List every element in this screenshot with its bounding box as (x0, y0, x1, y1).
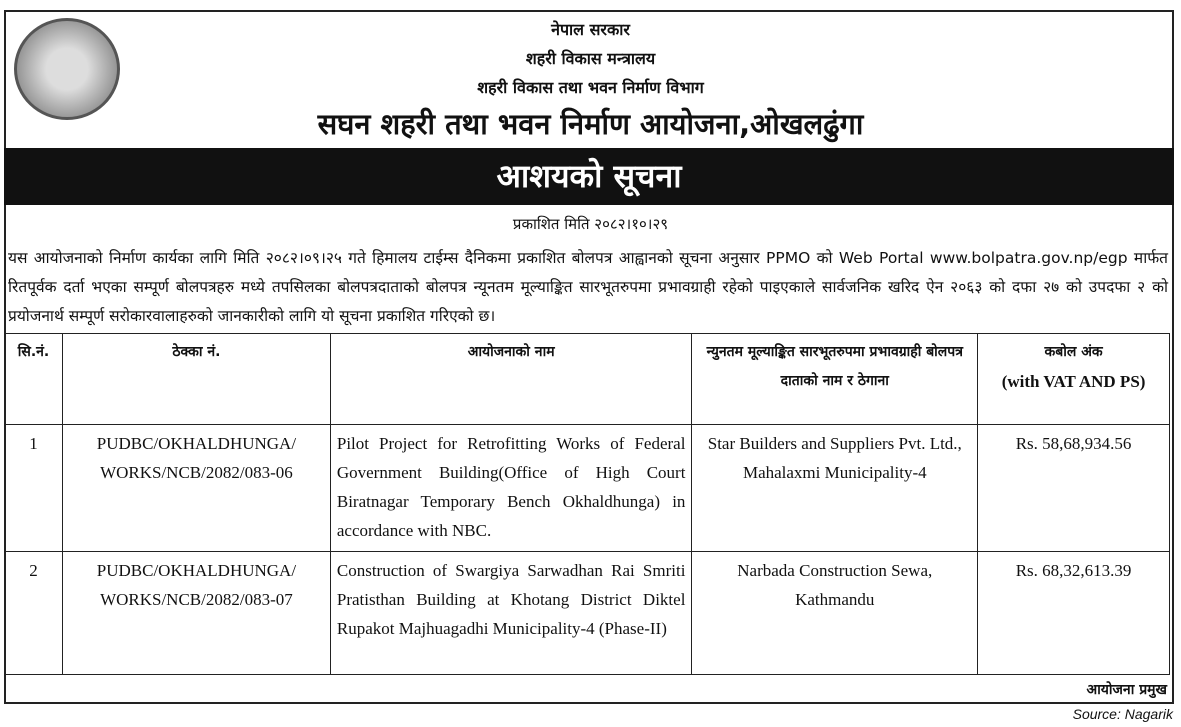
notice-title: आशयको सूचना (4, 148, 1174, 205)
cell-amount: Rs. 58,68,934.56 (978, 425, 1170, 552)
header-line3: शहरी विकास तथा भवन निर्माण विभाग (477, 78, 704, 97)
cell-contract: PUDBC/OKHALDHUNGA/ WORKS/NCB/2082/083-07 (62, 552, 330, 675)
header-line2: शहरी विकास मन्त्रालय (525, 49, 656, 68)
amount-header: कबोल अंक (1044, 344, 1103, 360)
cell-project: Construction of Swargiya Sarwadhan Rai Smriti Pratisthan Building at Khotang District Diktel Rupakot Majhuagadhi Municipality-4 (Phase-II) (330, 552, 692, 675)
notice-body: यस आयोजनाको निर्माण कार्यका लागि मिति २०८२।०९।२५ गते हिमालय टाईम्स दैनिकमा प्रकाशित बोलपत्र आह्वानको सूचना अनुसार PPMO को Web Portal www.bolpatra.gov.np/egp मार्फत रितपूर्वक दर्ता भएका सम्पूर्ण बोलपत्रहरु मध्ये तपसिलका बोलपत्रदाताको बोलपत्र न्यूनतम मूल्याङ्कित सारभूतरुपमा प्रभावग्राही रहेको पाइएकाले सार्वजनिक खरिद ऐन २०६३ को दफा २७ को उपदफा २ को प्रयोजनार्थ सम्पूर्ण सरोकारवालाहरुको जानकारीको लागि यो सूचना प्रकाशित गरिएको छ। (8, 249, 1168, 325)
amount-header-note: (with VAT AND PS) (1001, 372, 1146, 391)
col-bidder: न्युनतम मूल्याङ्कित सारभूतरुपमा प्रभावग्राही बोलपत्र दाताको नाम र ठेगाना (692, 334, 978, 425)
col-contract: ठेक्का नं. (62, 334, 330, 425)
cell-project: Pilot Project for Retrofitting Works of Federal Government Building(Office of High Court Biratnagar Temporary Bench Okhaldhunga) in accordance with NBC. (330, 425, 692, 552)
cell-bidder: Narbada Construction Sewa, Kathmandu (692, 552, 978, 675)
col-project: आयोजनाको नाम (330, 334, 692, 425)
cell-bidder: Star Builders and Suppliers Pvt. Ltd., Mahalaxmi Municipality-4 (692, 425, 978, 552)
cell-contract: PUDBC/OKHALDHUNGA/ WORKS/NCB/2082/083-06 (62, 425, 330, 552)
published-date: प्रकाशित मिति २०८२।१०।२९ (512, 215, 669, 233)
col-sn: सि.नं. (5, 334, 63, 425)
col-amount (978, 334, 1170, 425)
cell-sn: 1 (5, 425, 63, 552)
table-row (5, 425, 1170, 552)
signature-label: आयोजना प्रमुख (1086, 682, 1167, 698)
source-credit: Source: Nagarik (1072, 706, 1173, 722)
header-line1: नेपाल सरकार (551, 20, 630, 39)
cell-sn: 2 (5, 552, 63, 675)
table-row (5, 552, 1170, 675)
table-header-row (5, 334, 1170, 425)
cell-amount: Rs. 68,32,613.39 (978, 552, 1170, 675)
project-name: सघन शहरी तथा भवन निर्माण आयोजना,ओखलढुंगा (317, 107, 864, 141)
bid-table (4, 333, 1170, 675)
